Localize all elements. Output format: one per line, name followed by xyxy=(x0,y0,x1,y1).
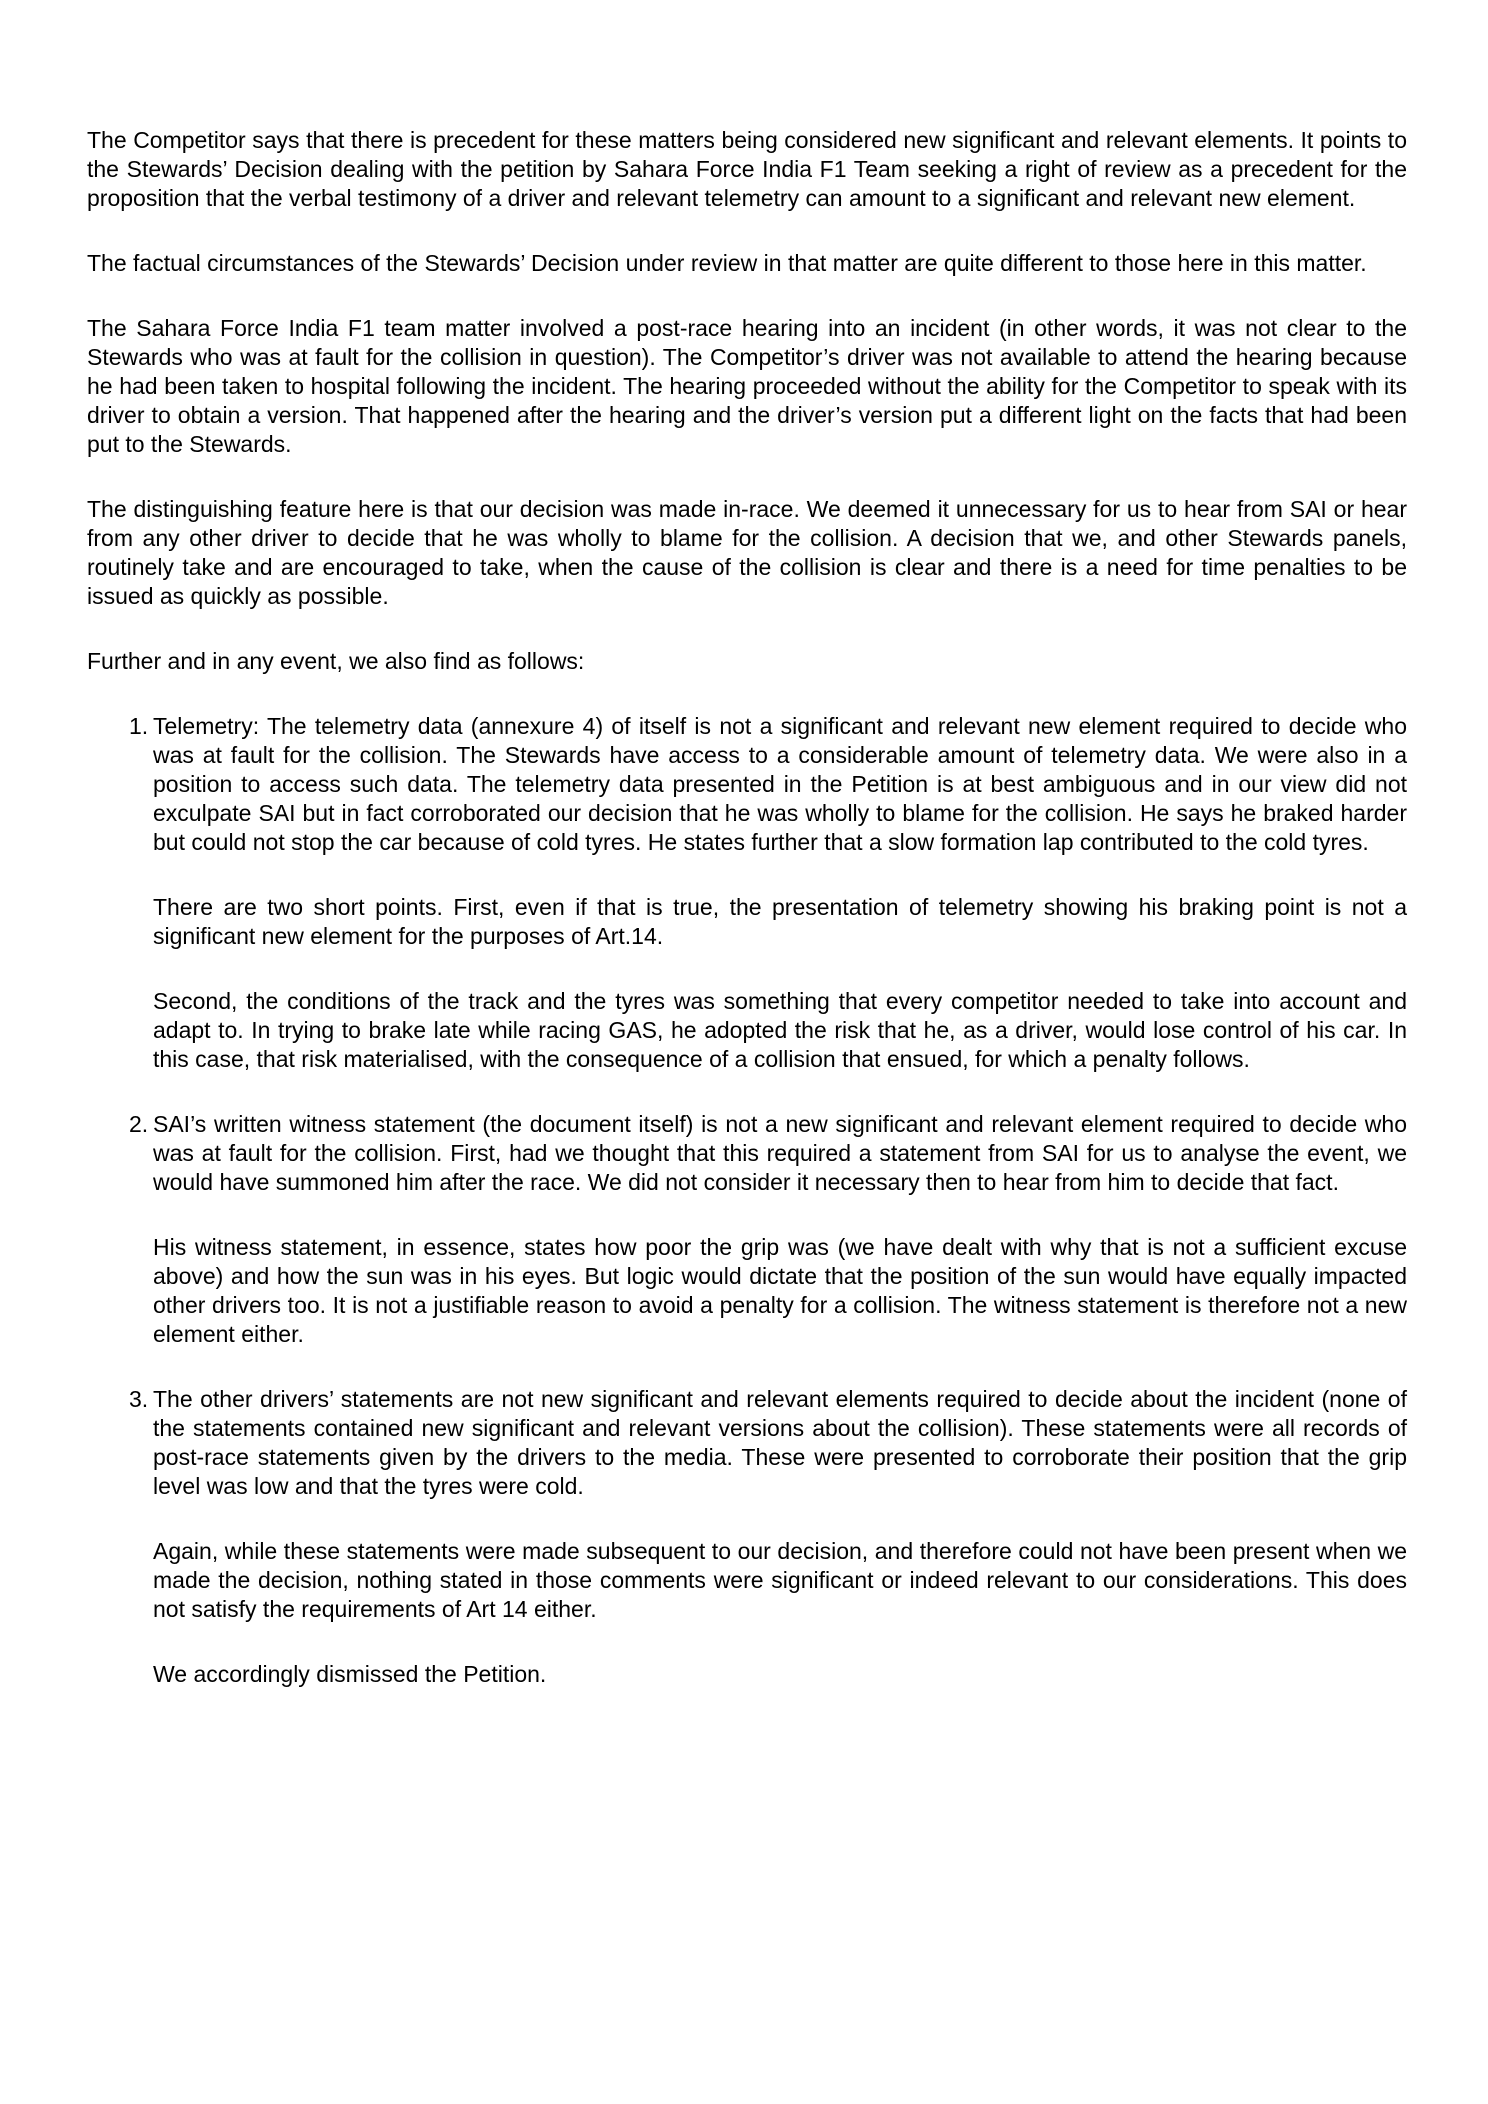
list-item-other-drivers-statements xyxy=(129,1385,1407,1725)
paragraph-factual-circumstances: The factual circumstances of the Stewards’ Decision under review in that matter are quite different to those here in this matter. xyxy=(87,250,1367,276)
list-item-witness-statement xyxy=(129,1110,1407,1385)
paragraph-other-drivers-main: The other drivers’ statements are not new significant and relevant elements required to decide about the incident (none of the statements contained new significant and relevant versions about the collision). These statements were all records of post-race statements given by the drivers to the media. These were presented to corroborate their position that the grip level was low and that the tyres were cold. xyxy=(153,1386,1407,1499)
paragraph-sahara-hearing-background: The Sahara Force India F1 team matter involved a post-race hearing into an incident (in other words, it was not clear to the Stewards who was at fault for the collision in question). The Competitor’s driver was not available to attend the hearing because he had been taken to hospital following the incident. The hearing proceeded without the ability for the Competitor to speak with its driver to obtain a version. That happened after the hearing and the driver’s version put a different light on the facts that had been put to the Stewards. xyxy=(87,315,1407,457)
paragraph-telemetry-main: Telemetry: The telemetry data (annexure 4) of itself is not a significant and relevant new element required to decide who was at fault for the collision. The Stewards have access to a considerable amount of telemetry data. We were also in a position to access such data. The telemetry data presented in the Petition is at best ambiguous and in our view did not exculpate SAI but in fact corroborated our decision that he was wholly to blame for the collision. He says he braked harder but could not stop the car because of cold tyres. He states further that a slow formation lap contributed to the cold tyres. xyxy=(153,713,1407,855)
paragraph-witness-statement-essence: His witness statement, in essence, states how poor the grip was (we have dealt with why that is not a sufficient excuse above) and how the sun was in his eyes. But logic would dictate that the position of the sun would have equally impacted other drivers too. It is not a justifiable reason to avoid a penalty for a collision. The witness statement is therefore not a new element either. xyxy=(153,1234,1407,1347)
list-item-telemetry xyxy=(129,712,1407,1110)
paragraph-distinguishing-feature: The distinguishing feature here is that our decision was made in-race. We deemed it unnecessary for us to hear from SAI or hear from any other driver to decide that he was wholly to blame for the collision. A decision that we, and other Stewards panels, routinely take and are encouraged to take, when the cause of the collision is clear and there is a need for time penalties to be issued as quickly as possible. xyxy=(87,496,1407,609)
paragraph-telemetry-second-point: Second, the conditions of the track and the tyres was something that every competitor needed to take into account and adapt to. In trying to brake late while racing GAS, he adopted the risk that he, as a driver, would lose control of his car. In this case, that risk materialised, with the consequence of a collision that ensued, for which a penalty follows. xyxy=(153,988,1407,1072)
list-number-2: 2. xyxy=(129,1111,149,1137)
paragraph-other-drivers-again: Again, while these statements were made subsequent to our decision, and therefore could not have been present when we made the decision, nothing stated in those comments were significant or indeed relevant to our considerations. This does not satisfy the requirements of Art 14 either. xyxy=(153,1538,1407,1622)
list-item-other-drivers-body xyxy=(153,1385,1407,1725)
list-item-witness-statement-body xyxy=(153,1110,1407,1385)
list-number-3: 3. xyxy=(129,1386,149,1412)
paragraph-telemetry-two-short-points: There are two short points. First, even if that is true, the presentation of telemetry showing his braking point is not a significant new element for the purposes of Art.14. xyxy=(153,894,1407,949)
paragraph-competitor-precedent: The Competitor says that there is precedent for these matters being considered new significant and relevant elements. It points to the Stewards’ Decision dealing with the petition by Sahara Force India F1 Team seeking a right of review as a precedent for the proposition that the verbal testimony of a driver and relevant telemetry can amount to a significant and relevant new element. xyxy=(87,127,1407,211)
list-item-telemetry-body xyxy=(153,712,1407,1110)
paragraph-witness-statement-main: SAI’s written witness statement (the document itself) is not a new significant and relevant element required to decide who was at fault for the collision. First, had we thought that this required a statement from SAI for us to analyse the event, we would have summoned him after the race. We did not consider it necessary then to hear from him to decide that fact. xyxy=(153,1111,1407,1195)
paragraph-further-findings-intro: Further and in any event, we also find as follows: xyxy=(87,648,585,674)
paragraph-petition-dismissed: We accordingly dismissed the Petition. xyxy=(153,1661,547,1687)
list-number-1: 1. xyxy=(129,713,149,739)
